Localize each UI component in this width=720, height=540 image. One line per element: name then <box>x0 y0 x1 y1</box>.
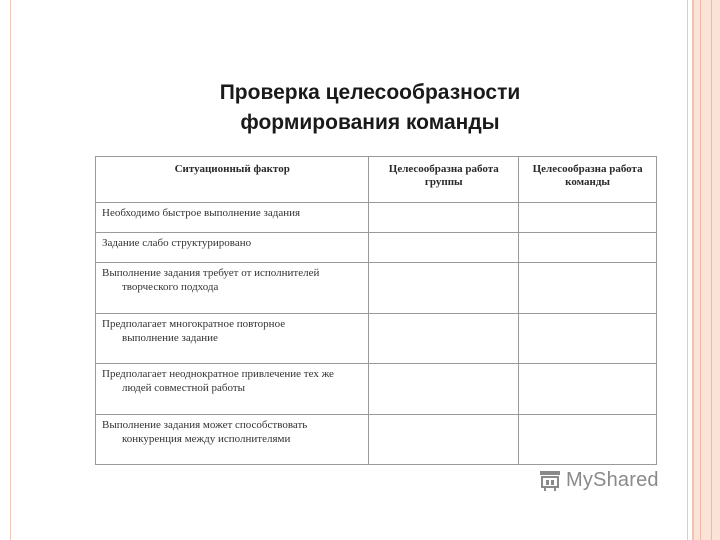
table-row <box>96 263 657 313</box>
table-row <box>96 313 657 363</box>
factor-cell <box>96 203 369 233</box>
group-cell <box>369 233 519 263</box>
slide-title <box>150 78 590 138</box>
team-cell <box>519 233 657 263</box>
group-cell <box>369 263 519 313</box>
team-cell <box>519 414 657 464</box>
factor-cell <box>96 414 369 464</box>
table-row <box>96 414 657 464</box>
group-cell <box>369 364 519 414</box>
factor-cell <box>96 263 369 313</box>
factor-text-line2: творческого подхода <box>122 281 219 294</box>
factor-cell <box>96 313 369 363</box>
team-cell <box>519 364 657 414</box>
myshared-logo[interactable] <box>538 466 659 494</box>
factor-text-line2: выполнение задание <box>122 331 218 344</box>
table-row <box>96 203 657 233</box>
group-cell <box>369 313 519 363</box>
slide-title-line2: формирования команды <box>240 111 500 134</box>
factor-cell <box>96 233 369 263</box>
factor-cell <box>96 364 369 414</box>
factor-text-line1: Выполнение задания требует от исполнителей <box>102 267 320 280</box>
factor-text-line1: Необходимо быстрое выполнение задания <box>102 207 301 219</box>
table-row <box>96 364 657 414</box>
decorative-side-band <box>692 0 720 540</box>
team-cell <box>519 313 657 363</box>
myshared-logo-icon <box>538 468 562 492</box>
factor-text-line2: конкуренция между исполнителями <box>122 432 291 445</box>
group-cell <box>369 203 519 233</box>
team-cell <box>519 203 657 233</box>
factor-table <box>95 156 657 465</box>
slide-title-line1: Проверка целесообразности <box>219 81 521 104</box>
table-row <box>96 233 657 263</box>
table-header-row <box>96 157 657 203</box>
decorative-side-band-inner <box>700 0 712 540</box>
factor-text-line1: Выполнение задания может способствовать <box>102 418 308 431</box>
header-group: Целесообразна работа группы <box>369 157 519 203</box>
header-team: Целесообразна работа команды <box>519 157 657 203</box>
factor-text-line2: людей совместной работы <box>122 382 246 395</box>
factor-text-line1: Предполагает неоднократное привлечение тех же <box>102 368 334 381</box>
factor-text-line1: Предполагает многократное повторное <box>102 317 286 330</box>
team-cell <box>519 263 657 313</box>
header-factor: Ситуационный фактор <box>96 157 369 203</box>
factor-text-line1: Задание слабо структурировано <box>102 237 252 250</box>
group-cell <box>369 414 519 464</box>
myshared-logo-text: MyShared <box>566 468 659 491</box>
